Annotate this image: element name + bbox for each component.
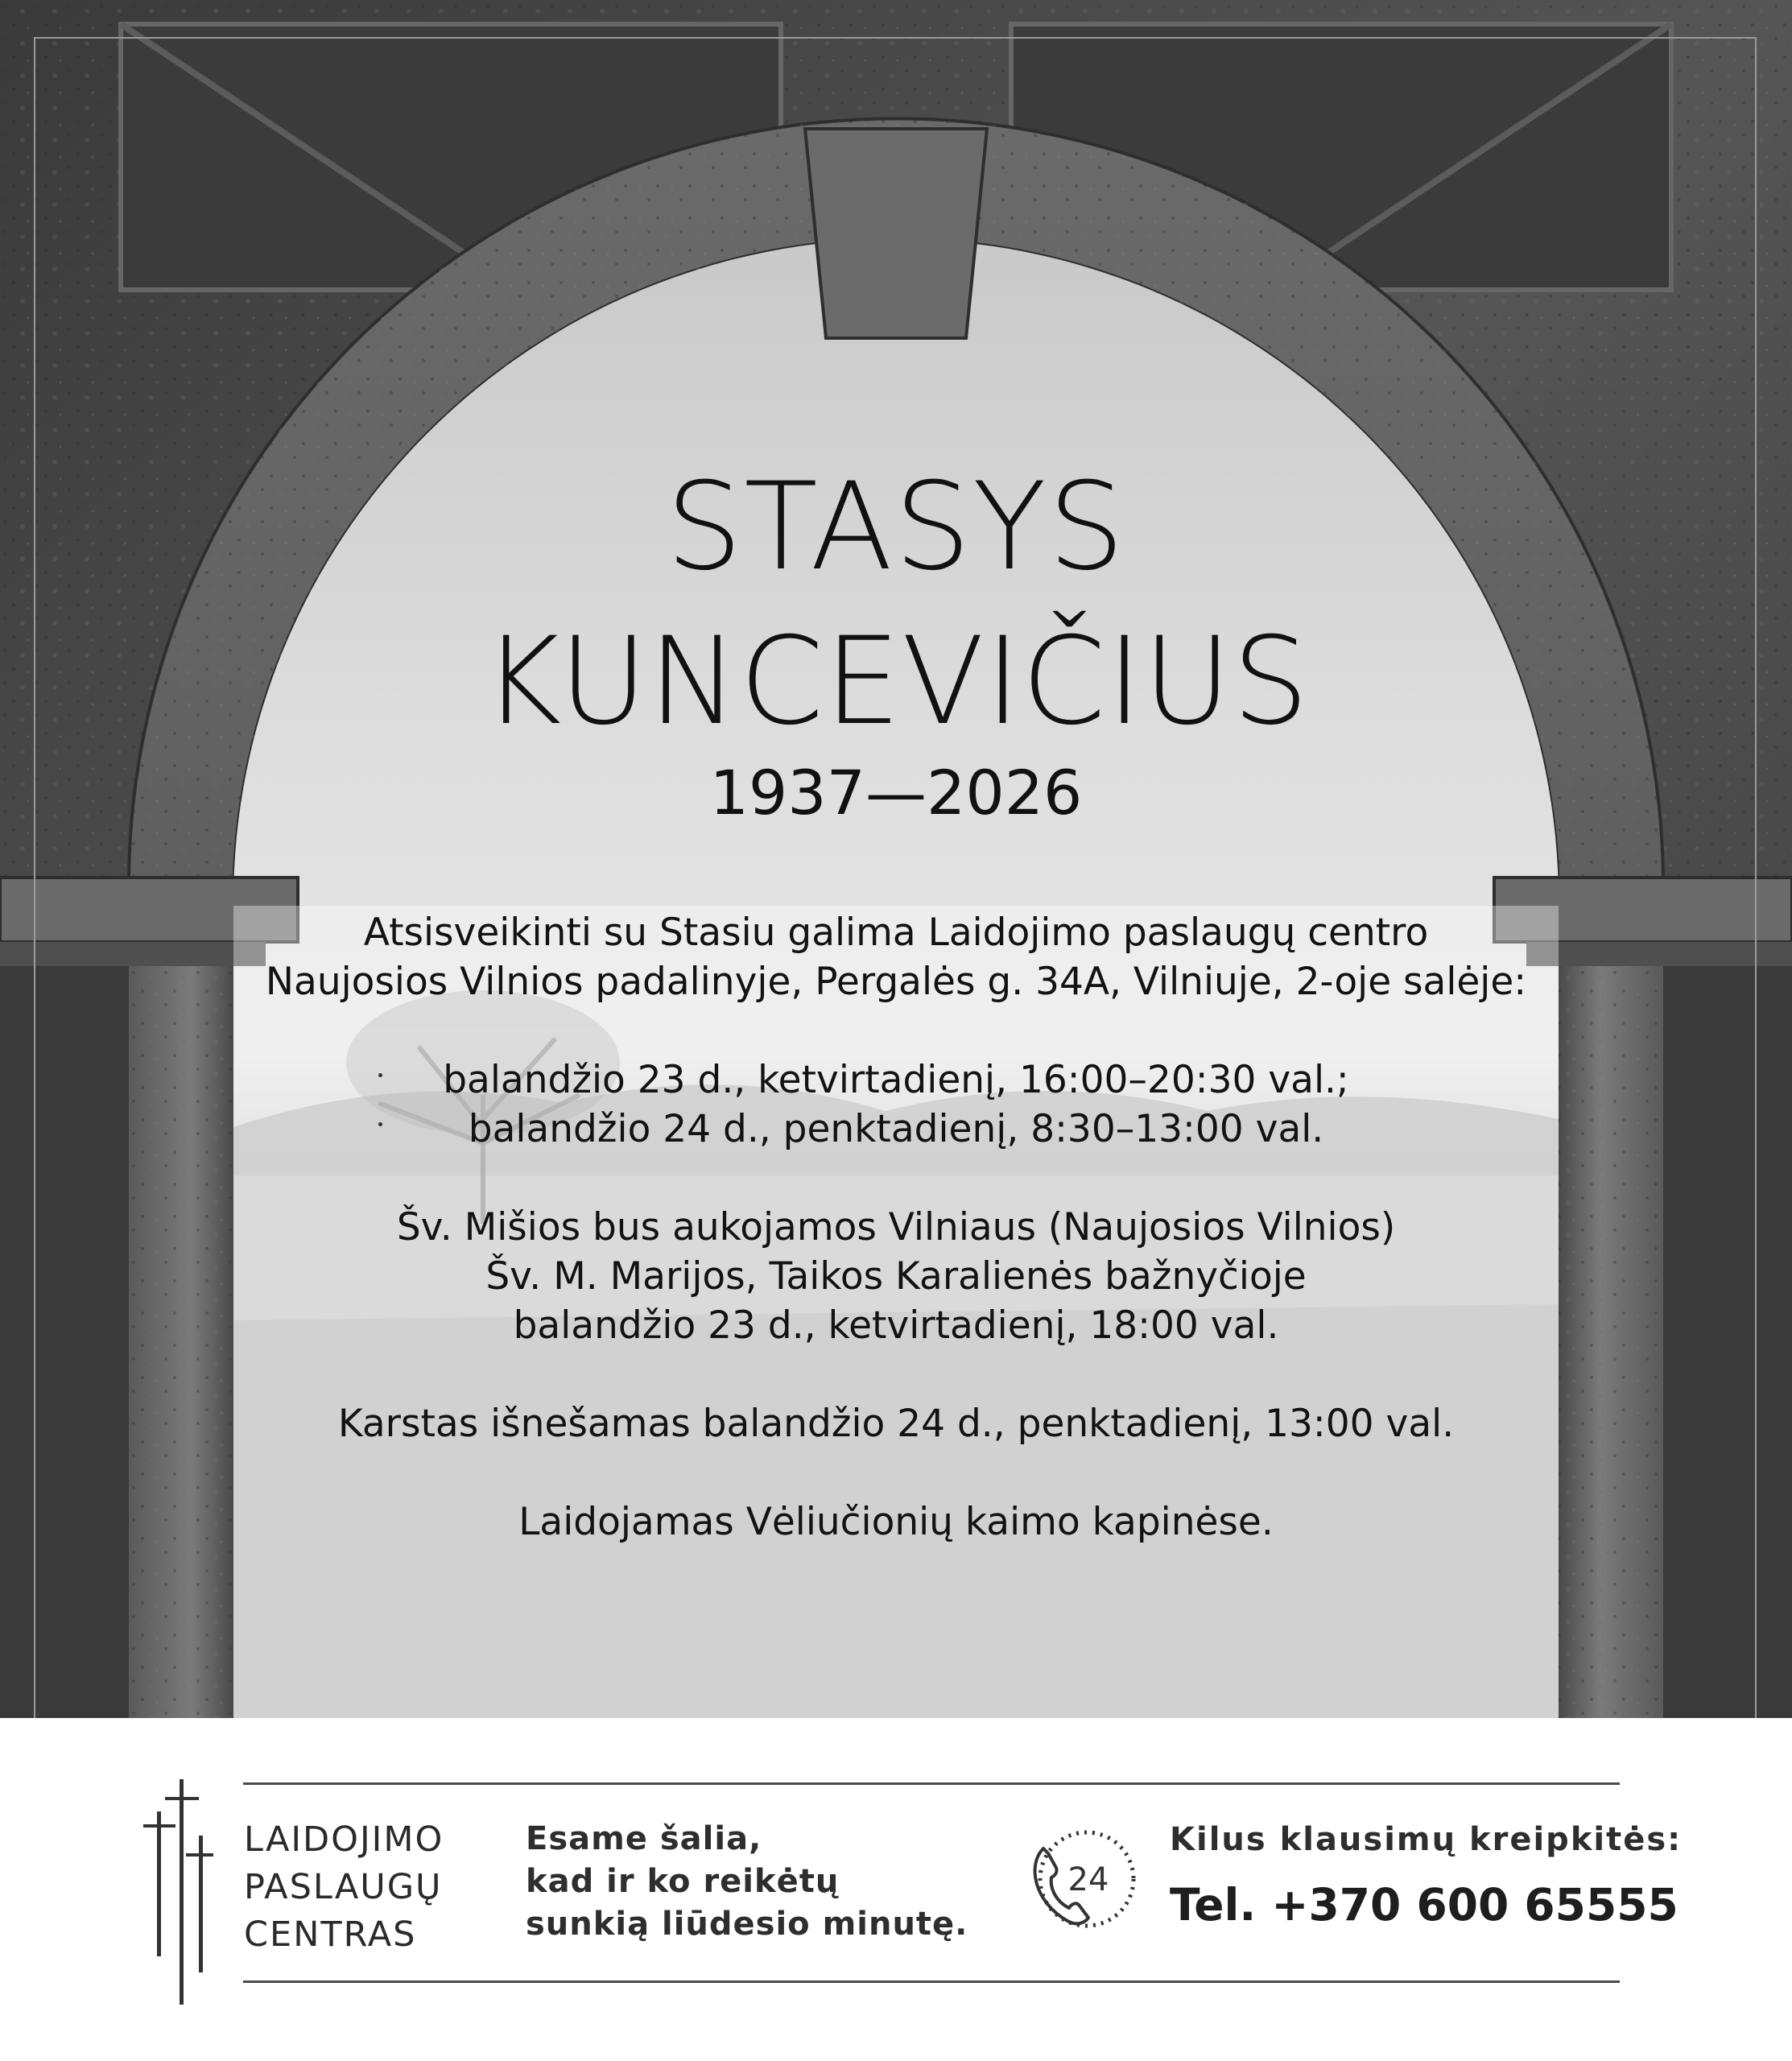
farewell-line-1: Atsisveikinti su Stasiu galima Laidojimo paslaugų centro: [363, 911, 1429, 955]
farewell-time-2: [233, 1105, 1559, 1154]
contact-phone-link[interactable]: Tel. +370 600 65555: [1170, 1879, 1678, 1931]
logo-line-1: LAIDOJIMO: [244, 1819, 444, 1860]
bullet-icon: [378, 1122, 382, 1126]
bullet-icon: [378, 1073, 382, 1077]
deceased-first-name: STASYS: [666, 457, 1126, 597]
coffin-removal: Karstas išnešamas balandžio 24 d., penktadienį, 13:00 val.: [337, 1402, 1455, 1446]
slogan-line-1: Esame šalia,: [526, 1820, 762, 1857]
logo-line-2: PASLAUGŲ: [244, 1867, 443, 1907]
contact-label: Kilus klausimų kreipkitės:: [1170, 1821, 1683, 1858]
company-logo-text: [244, 1816, 444, 1959]
mass-line-2: Šv. M. Marijos, Taikos Karalienės bažnyčioje: [485, 1254, 1307, 1299]
farewell-time-1: [233, 1055, 1559, 1105]
farewell-time-1-text: balandžio 23 d., ketvirtadienį, 16:00–20:30 val.;: [443, 1058, 1349, 1102]
company-slogan: [526, 1818, 968, 1946]
burial-place: Laidojamas Vėliučionių kaimo kapinėse.: [518, 1500, 1274, 1544]
hours-badge-text: 24: [1067, 1861, 1109, 1898]
phone-24h-icon: [1019, 1824, 1140, 1937]
mass-line-3: balandžio 23 d., ketvirtadienį, 18:00 val.: [513, 1303, 1279, 1348]
life-years: 1937—2026: [709, 757, 1083, 828]
footer-bottom-divider: [243, 1980, 1620, 1983]
farewell-time-2-text: balandžio 24 d., penktadienį, 8:30–13:00 val.: [468, 1107, 1324, 1151]
footer-top-divider: [243, 1782, 1620, 1785]
funeral-service-footer: [0, 1718, 1792, 2061]
farewell-line-2: Naujosios Vilnios padalinyje, Pergalės g. 34A, Vilniuje, 2-oje salėje:: [265, 960, 1527, 1004]
triple-cross-logo-icon: [141, 1779, 213, 2005]
deceased-last-name: KUNCEVIČIUS: [482, 612, 1310, 752]
slogan-line-3: sunkią liūdesio minutę.: [526, 1906, 968, 1943]
mass-line-1: Šv. Mišios bus aukojamos Vilniaus (Naujosios Vilnios): [396, 1205, 1396, 1249]
funeral-info: [233, 908, 1559, 1547]
slogan-line-2: kad ir ko reikėtų: [526, 1863, 840, 1900]
logo-line-3: CENTRAS: [244, 1914, 417, 1955]
